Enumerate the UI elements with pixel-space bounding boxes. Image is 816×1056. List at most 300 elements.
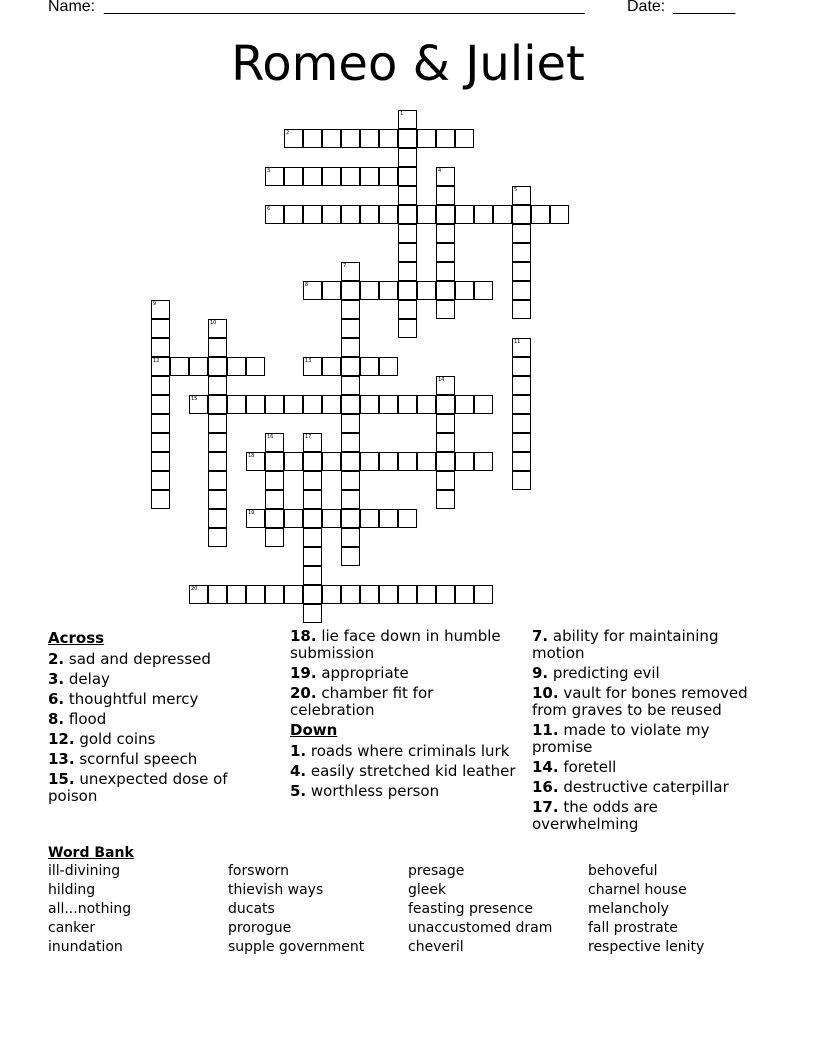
- cell-number: 15: [191, 396, 198, 402]
- crossword-cell[interactable]: [284, 167, 303, 186]
- crossword-cell[interactable]: [208, 376, 227, 395]
- crossword-cell[interactable]: [341, 395, 360, 414]
- crossword-cell[interactable]: [303, 167, 322, 186]
- cell-number: 3: [267, 168, 271, 174]
- crossword-cell[interactable]: [398, 186, 417, 205]
- word-bank-item: respective lenity: [588, 939, 705, 955]
- word-bank-item: all...nothing: [48, 901, 132, 917]
- crossword-cell[interactable]: [246, 509, 265, 528]
- crossword-cell[interactable]: [360, 129, 379, 148]
- crossword-cell[interactable]: [512, 186, 531, 205]
- clue-number: 6.: [48, 690, 65, 708]
- crossword-cell[interactable]: [436, 281, 455, 300]
- clue-text: vault for bones removed from graves to be reused: [532, 684, 748, 719]
- crossword-cell[interactable]: [303, 509, 322, 528]
- cell-number: 12: [153, 358, 160, 364]
- crossword-cell[interactable]: [303, 547, 322, 566]
- crossword-cell[interactable]: [455, 585, 474, 604]
- clue-item: [532, 779, 764, 796]
- crossword-cell[interactable]: [322, 509, 341, 528]
- crossword-cell[interactable]: [436, 205, 455, 224]
- crossword-cell[interactable]: [436, 452, 455, 471]
- crossword-cell[interactable]: [341, 319, 360, 338]
- crossword-cell[interactable]: [322, 395, 341, 414]
- clue-number: 20.: [290, 684, 317, 702]
- crossword-cell[interactable]: [474, 452, 493, 471]
- crossword-cell[interactable]: [379, 509, 398, 528]
- crossword-cell[interactable]: [303, 129, 322, 148]
- crossword-cell[interactable]: [303, 528, 322, 547]
- crossword-cell[interactable]: [512, 452, 531, 471]
- crossword-cell[interactable]: [436, 433, 455, 452]
- crossword-cell[interactable]: [379, 357, 398, 376]
- word-bank-item: unaccustomed dram: [408, 920, 553, 936]
- crossword-cell[interactable]: [151, 338, 170, 357]
- crossword-cell[interactable]: [189, 395, 208, 414]
- crossword-cell[interactable]: [474, 585, 493, 604]
- crossword-cell[interactable]: [398, 452, 417, 471]
- crossword-cell[interactable]: [417, 585, 436, 604]
- crossword-cell[interactable]: [417, 452, 436, 471]
- crossword-cell[interactable]: [398, 281, 417, 300]
- crossword-cell[interactable]: [265, 452, 284, 471]
- word-bank-title: Word Bank: [48, 845, 134, 861]
- crossword-cell[interactable]: [512, 243, 531, 262]
- crossword-cell[interactable]: [493, 205, 512, 224]
- crossword-cell[interactable]: [208, 357, 227, 376]
- clue-text: ability for maintaining motion: [532, 627, 719, 662]
- crossword-cell[interactable]: [303, 585, 322, 604]
- crossword-cell[interactable]: [265, 528, 284, 547]
- word-bank-column: [48, 862, 228, 957]
- crossword-cell[interactable]: [151, 471, 170, 490]
- crossword-cell[interactable]: [512, 224, 531, 243]
- cell-number: 11: [514, 339, 521, 345]
- crossword-cell[interactable]: [341, 452, 360, 471]
- crossword-cell[interactable]: [398, 167, 417, 186]
- crossword-cell[interactable]: [398, 224, 417, 243]
- crossword-cell[interactable]: [341, 376, 360, 395]
- crossword-cell[interactable]: [303, 395, 322, 414]
- crossword-cell[interactable]: [227, 395, 246, 414]
- word-bank-item: behoveful: [588, 863, 658, 879]
- word-bank: [48, 844, 768, 955]
- word-bank-item: canker: [48, 920, 96, 936]
- crossword-cell[interactable]: [151, 376, 170, 395]
- crossword-cell[interactable]: [512, 205, 531, 224]
- crossword-cell[interactable]: [227, 357, 246, 376]
- clue-number: 1.: [290, 742, 307, 760]
- crossword-cell[interactable]: [322, 585, 341, 604]
- word-bank-item: prorogue: [228, 920, 292, 936]
- crossword-cell[interactable]: [360, 281, 379, 300]
- cell-number: 6: [267, 206, 271, 212]
- crossword-cell[interactable]: [284, 585, 303, 604]
- clue-text: roads where criminals lurk: [306, 742, 510, 760]
- crossword-cell[interactable]: [417, 129, 436, 148]
- crossword-cell[interactable]: [208, 471, 227, 490]
- crossword-cell[interactable]: [341, 205, 360, 224]
- crossword-cell[interactable]: [512, 471, 531, 490]
- crossword-cell[interactable]: [379, 167, 398, 186]
- crossword-cell[interactable]: [303, 490, 322, 509]
- crossword-cell[interactable]: [512, 414, 531, 433]
- crossword-cell[interactable]: [208, 395, 227, 414]
- clue-number: 14.: [532, 758, 559, 776]
- crossword-cell[interactable]: [512, 433, 531, 452]
- crossword-cell[interactable]: [417, 281, 436, 300]
- crossword-cell[interactable]: [379, 129, 398, 148]
- crossword-cell[interactable]: [474, 395, 493, 414]
- crossword-cell[interactable]: [322, 205, 341, 224]
- clue-text: made to violate my promise: [532, 721, 710, 756]
- clue-item: [48, 771, 280, 805]
- crossword-cell[interactable]: [512, 357, 531, 376]
- clue-item: [532, 722, 764, 756]
- word-bank-item: charnel house: [588, 882, 687, 898]
- crossword-cell[interactable]: [360, 509, 379, 528]
- crossword-cell[interactable]: [189, 585, 208, 604]
- crossword-cell[interactable]: [341, 414, 360, 433]
- crossword-cell[interactable]: [151, 300, 170, 319]
- crossword-cell[interactable]: [208, 433, 227, 452]
- clue-number: 8.: [48, 710, 65, 728]
- clue-text: unexpected dose of poison: [48, 770, 228, 805]
- crossword-cell[interactable]: [341, 129, 360, 148]
- cell-number: 16: [267, 434, 274, 440]
- crossword-cell[interactable]: [436, 376, 455, 395]
- cell-number: 1: [400, 111, 404, 117]
- cell-number: 18: [248, 453, 255, 459]
- crossword-cell[interactable]: [303, 604, 322, 623]
- crossword-cell[interactable]: [151, 395, 170, 414]
- crossword-cell[interactable]: [189, 357, 208, 376]
- clue-item: [48, 751, 280, 768]
- clue-text: appropriate: [316, 664, 409, 682]
- word-bank-item: feasting presence: [408, 901, 534, 917]
- clue-text: flood: [64, 710, 107, 728]
- word-bank-item: fall prostrate: [588, 920, 678, 936]
- clue-text: scornful speech: [74, 750, 198, 768]
- cell-number: 20: [191, 586, 198, 592]
- cell-number: 8: [305, 282, 309, 288]
- crossword-cell[interactable]: [398, 319, 417, 338]
- crossword-cell[interactable]: [303, 205, 322, 224]
- crossword-cell[interactable]: [284, 395, 303, 414]
- clues-column-3: [532, 628, 764, 836]
- cell-number: 9: [153, 301, 157, 307]
- crossword-cell[interactable]: [512, 281, 531, 300]
- crossword-cell[interactable]: [265, 433, 284, 452]
- date-field-line[interactable]: _______: [673, 0, 736, 15]
- word-bank-item: forsworn: [228, 863, 289, 879]
- crossword-cell[interactable]: [151, 452, 170, 471]
- crossword-cell[interactable]: [265, 509, 284, 528]
- word-bank-item: gleek: [408, 882, 447, 898]
- crossword-cell[interactable]: [436, 585, 455, 604]
- crossword-cell[interactable]: [436, 300, 455, 319]
- down-clue-list: [290, 743, 522, 800]
- crossword-cell[interactable]: [341, 490, 360, 509]
- crossword-cell[interactable]: [512, 395, 531, 414]
- crossword-cell[interactable]: [436, 129, 455, 148]
- crossword-cell[interactable]: [341, 338, 360, 357]
- name-label: Name:: [48, 0, 96, 15]
- clues-column-2: [290, 628, 522, 803]
- crossword-cell[interactable]: [341, 357, 360, 376]
- down-heading: Down: [290, 721, 338, 739]
- clue-number: 2.: [48, 650, 65, 668]
- crossword-cell[interactable]: [436, 167, 455, 186]
- crossword-cell[interactable]: [398, 205, 417, 224]
- crossword-cell[interactable]: [265, 395, 284, 414]
- crossword-cell[interactable]: [455, 129, 474, 148]
- crossword-cell[interactable]: [208, 319, 227, 338]
- crossword-cell[interactable]: [379, 452, 398, 471]
- crossword-cell[interactable]: [341, 547, 360, 566]
- crossword-cell[interactable]: [246, 395, 265, 414]
- word-bank-item: supple government: [228, 939, 365, 955]
- clue-item: [48, 711, 280, 728]
- crossword-cell[interactable]: [246, 357, 265, 376]
- crossword-cell[interactable]: [284, 129, 303, 148]
- clue-item: [532, 665, 764, 682]
- clue-item: [48, 671, 280, 688]
- crossword-cell[interactable]: [303, 452, 322, 471]
- clue-number: 12.: [48, 730, 75, 748]
- clue-text: foretell: [558, 758, 617, 776]
- crossword-cell[interactable]: [265, 167, 284, 186]
- clue-text: worthless person: [306, 782, 440, 800]
- crossword-cell[interactable]: [170, 357, 189, 376]
- crossword-cell[interactable]: [151, 433, 170, 452]
- crossword-cell[interactable]: [151, 414, 170, 433]
- crossword-cell[interactable]: [455, 281, 474, 300]
- clue-item: [532, 628, 764, 662]
- crossword-cell[interactable]: [341, 585, 360, 604]
- down-clue-list-continued: [532, 628, 764, 833]
- crossword-cell[interactable]: [341, 433, 360, 452]
- crossword-cell[interactable]: [341, 528, 360, 547]
- clue-number: 13.: [48, 750, 75, 768]
- crossword-cell[interactable]: [341, 262, 360, 281]
- crossword-cell[interactable]: [151, 319, 170, 338]
- crossword-cell[interactable]: [417, 395, 436, 414]
- crossword-cell[interactable]: [360, 452, 379, 471]
- crossword-cell[interactable]: [284, 205, 303, 224]
- crossword-cell[interactable]: [398, 300, 417, 319]
- crossword-cell[interactable]: [398, 110, 417, 129]
- crossword-cell[interactable]: [512, 376, 531, 395]
- crossword-cell[interactable]: [341, 509, 360, 528]
- crossword-cell[interactable]: [436, 262, 455, 281]
- crossword-cell[interactable]: [208, 528, 227, 547]
- clue-number: 16.: [532, 778, 559, 796]
- clue-number: 15.: [48, 770, 75, 788]
- crossword-cell[interactable]: [303, 471, 322, 490]
- clue-number: 9.: [532, 664, 549, 682]
- crossword-cell[interactable]: [512, 262, 531, 281]
- cell-number: 13: [305, 358, 312, 364]
- crossword-cell[interactable]: [284, 509, 303, 528]
- clue-text: the odds are overwhelming: [532, 798, 658, 833]
- crossword-cell[interactable]: [360, 395, 379, 414]
- crossword-cell[interactable]: [436, 395, 455, 414]
- crossword-cell[interactable]: [455, 205, 474, 224]
- crossword-cell[interactable]: [322, 452, 341, 471]
- clues-column-1: [48, 628, 280, 808]
- crossword-cell[interactable]: [208, 452, 227, 471]
- clue-item: [48, 691, 280, 708]
- word-bank-item: inundation: [48, 939, 123, 955]
- crossword-cell[interactable]: [379, 205, 398, 224]
- crossword-cell[interactable]: [208, 585, 227, 604]
- crossword-cell[interactable]: [436, 186, 455, 205]
- cell-number: 19: [248, 510, 255, 516]
- word-bank-column: [408, 862, 588, 957]
- crossword-cell[interactable]: [284, 452, 303, 471]
- crossword-cell[interactable]: [436, 490, 455, 509]
- clue-number: 11.: [532, 721, 559, 739]
- crossword-cell[interactable]: [455, 395, 474, 414]
- across-clue-list-continued: [290, 628, 522, 719]
- crossword-cell[interactable]: [151, 357, 170, 376]
- clue-number: 3.: [48, 670, 65, 688]
- name-field-line[interactable]: ______________________________________________________: [104, 0, 585, 15]
- crossword-cell[interactable]: [265, 205, 284, 224]
- clue-number: 4.: [290, 762, 307, 780]
- word-bank-item: melancholy: [588, 901, 669, 917]
- crossword-cell[interactable]: [417, 205, 436, 224]
- crossword-cell[interactable]: [322, 281, 341, 300]
- crossword-cell[interactable]: [550, 205, 569, 224]
- crossword-cell[interactable]: [474, 281, 493, 300]
- crossword-cell[interactable]: [436, 224, 455, 243]
- crossword-cell[interactable]: [531, 205, 550, 224]
- crossword-cell[interactable]: [341, 167, 360, 186]
- cell-number: 14: [438, 377, 445, 383]
- clue-item: [290, 665, 522, 682]
- clue-item: [48, 731, 280, 748]
- crossword-cell[interactable]: [303, 357, 322, 376]
- crossword-cell[interactable]: [379, 585, 398, 604]
- crossword-cell[interactable]: [227, 585, 246, 604]
- word-bank-item: ill-divining: [48, 863, 121, 879]
- clue-number: 17.: [532, 798, 559, 816]
- crossword-cell[interactable]: [341, 300, 360, 319]
- crossword-cell[interactable]: [246, 452, 265, 471]
- crossword-cell[interactable]: [398, 262, 417, 281]
- clue-number: 18.: [290, 627, 317, 645]
- crossword-cell[interactable]: [398, 395, 417, 414]
- clue-text: delay: [64, 670, 110, 688]
- crossword-cell[interactable]: [208, 414, 227, 433]
- clue-text: thoughtful mercy: [64, 690, 199, 708]
- clue-item: [290, 685, 522, 719]
- clue-number: 10.: [532, 684, 559, 702]
- clue-text: gold coins: [74, 730, 156, 748]
- clue-item: [48, 651, 280, 668]
- crossword-cell[interactable]: [341, 471, 360, 490]
- crossword-cell[interactable]: [303, 433, 322, 452]
- crossword-cell[interactable]: [246, 585, 265, 604]
- across-clue-list: [48, 651, 280, 805]
- crossword-cell[interactable]: [208, 509, 227, 528]
- clue-text: destructive caterpillar: [558, 778, 729, 796]
- crossword-cell[interactable]: [398, 509, 417, 528]
- clue-number: 19.: [290, 664, 317, 682]
- clue-item: [290, 763, 522, 780]
- crossword-cell[interactable]: [474, 205, 493, 224]
- crossword-cell[interactable]: [512, 338, 531, 357]
- crossword-cell[interactable]: [398, 243, 417, 262]
- crossword-cell[interactable]: [303, 281, 322, 300]
- clue-item: [290, 628, 522, 662]
- crossword-cell[interactable]: [512, 300, 531, 319]
- word-bank-column: [228, 862, 408, 957]
- cell-number: 5: [514, 187, 518, 193]
- cell-number: 7: [343, 263, 347, 269]
- crossword-cell[interactable]: [379, 281, 398, 300]
- crossword-cell[interactable]: [360, 205, 379, 224]
- crossword-cell[interactable]: [455, 452, 474, 471]
- clue-number: 7.: [532, 627, 549, 645]
- crossword-cell[interactable]: [436, 243, 455, 262]
- crossword-cell[interactable]: [436, 414, 455, 433]
- crossword-cell[interactable]: [265, 490, 284, 509]
- clue-item: [290, 783, 522, 800]
- cell-number: 4: [438, 168, 442, 174]
- cell-number: 17: [305, 434, 312, 440]
- crossword-cell[interactable]: [360, 585, 379, 604]
- crossword-cell[interactable]: [322, 167, 341, 186]
- word-bank-item: presage: [408, 863, 465, 879]
- clue-text: lie face down in humble submission: [290, 627, 501, 662]
- crossword-cell[interactable]: [398, 585, 417, 604]
- word-bank-column: [588, 862, 768, 957]
- crossword-cell[interactable]: [265, 585, 284, 604]
- crossword-cell[interactable]: [208, 338, 227, 357]
- crossword-cell[interactable]: [360, 167, 379, 186]
- crossword-cell[interactable]: [398, 148, 417, 167]
- page-title: Romeo & Juliet: [231, 36, 585, 92]
- crossword-cell[interactable]: [151, 490, 170, 509]
- clue-number: 5.: [290, 782, 307, 800]
- date-label: Date:: [627, 0, 666, 15]
- crossword-cell[interactable]: [436, 471, 455, 490]
- crossword-cell[interactable]: [322, 129, 341, 148]
- clue-text: chamber fit for celebration: [290, 684, 434, 719]
- crossword-cell[interactable]: [265, 471, 284, 490]
- crossword-cell[interactable]: [360, 357, 379, 376]
- crossword-cell[interactable]: [208, 490, 227, 509]
- clue-item: [532, 685, 764, 719]
- crossword-cell[interactable]: [341, 281, 360, 300]
- cell-number: 10: [210, 320, 217, 326]
- crossword-cell[interactable]: [379, 395, 398, 414]
- crossword-cell[interactable]: [303, 566, 322, 585]
- crossword-cell[interactable]: [398, 129, 417, 148]
- crossword-cell[interactable]: [322, 357, 341, 376]
- across-heading: Across: [48, 629, 105, 647]
- cell-number: 2: [286, 130, 290, 136]
- word-bank-item: cheveril: [408, 939, 464, 955]
- clue-item: [290, 743, 522, 760]
- word-bank-item: hilding: [48, 882, 96, 898]
- clue-text: sad and depressed: [64, 650, 211, 668]
- clue-item: [532, 759, 764, 776]
- clue-text: predicting evil: [548, 664, 660, 682]
